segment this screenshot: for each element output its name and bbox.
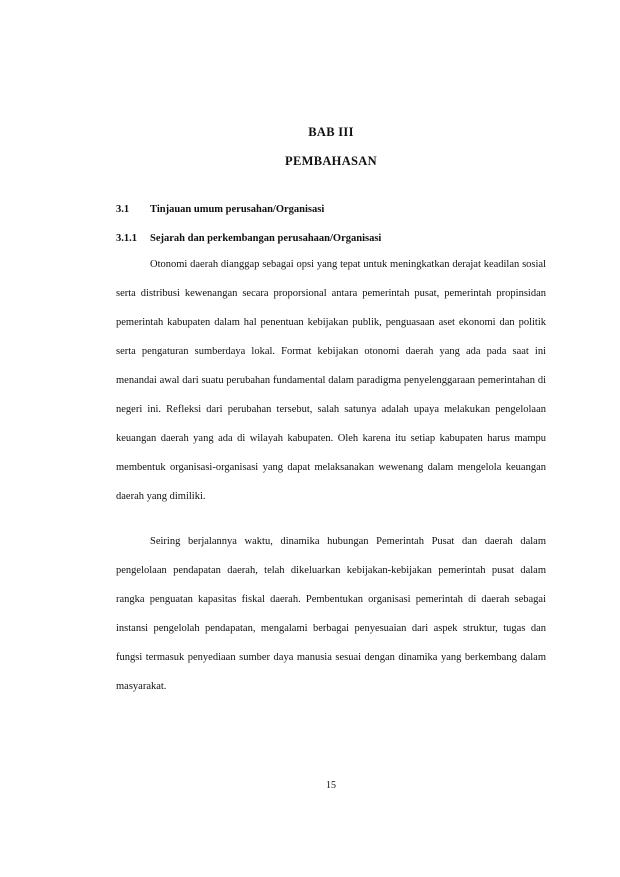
section-number: 3.1 xyxy=(116,204,130,215)
page-number: 15 xyxy=(326,780,336,791)
body-paragraph-2: Seiring berjalannya waktu, dinamika hubungan Pemerintah Pusat dan daerah dalam pengelolaan pendapatan daerah, telah dikeluarkan kebijakan-kebijakan pemerintah pusat dalam rangka penguatan kapasitas fiskal daerah. Pembentukan organisasi pemerintah di daerah sebagai instansi pengelolah pendapatan, mengalami berbagai penyesuaian dari aspek struktur, tugas dan fungsi termasuk penyediaan sumber daya manusia sesuai dengan dinamika yang berkembang dalam masyarakat. xyxy=(116,536,546,692)
section-heading xyxy=(116,204,324,215)
chapter-title: PEMBAHASAN xyxy=(285,154,377,168)
subsection-heading xyxy=(116,233,381,244)
subsection-title: Sejarah dan perkembangan perusahaan/Organisasi xyxy=(150,233,382,244)
body-paragraph-1: Otonomi daerah dianggap sebagai opsi yang tepat untuk meningkatkan derajat keadilan sosial serta distribusi kewenangan secara proporsional antara pemerintah pusat, pemerintah propinsidan pemerintah kabupaten dalam hal penentuan kebijakan publik, penguasaan aset ekonomi dan politik serta pengaturan sumberdaya lokal. Format kebijakan otonomi daerah yang ada pada saat ini menandai awal dari suatu perubahan fundamental dalam paradigma penyelenggaraan pemerintahan di negeri ini. Refleksi dari perubahan tersebut, salah satunya adalah upaya melakukan pengelolaan keuangan daerah yang ada di wilayah kabupaten. Oleh karena itu setiap kabupaten harus mampu membentuk organisasi-organisasi yang dapat melaksanakan wewenang dalam mengelola keuangan daerah yang dimiliki. xyxy=(116,259,546,502)
section-title: Tinjauan umum perusahan/Organisasi xyxy=(150,204,325,215)
subsection-number: 3.1.1 xyxy=(116,233,137,244)
chapter-number: BAB III xyxy=(308,125,354,139)
